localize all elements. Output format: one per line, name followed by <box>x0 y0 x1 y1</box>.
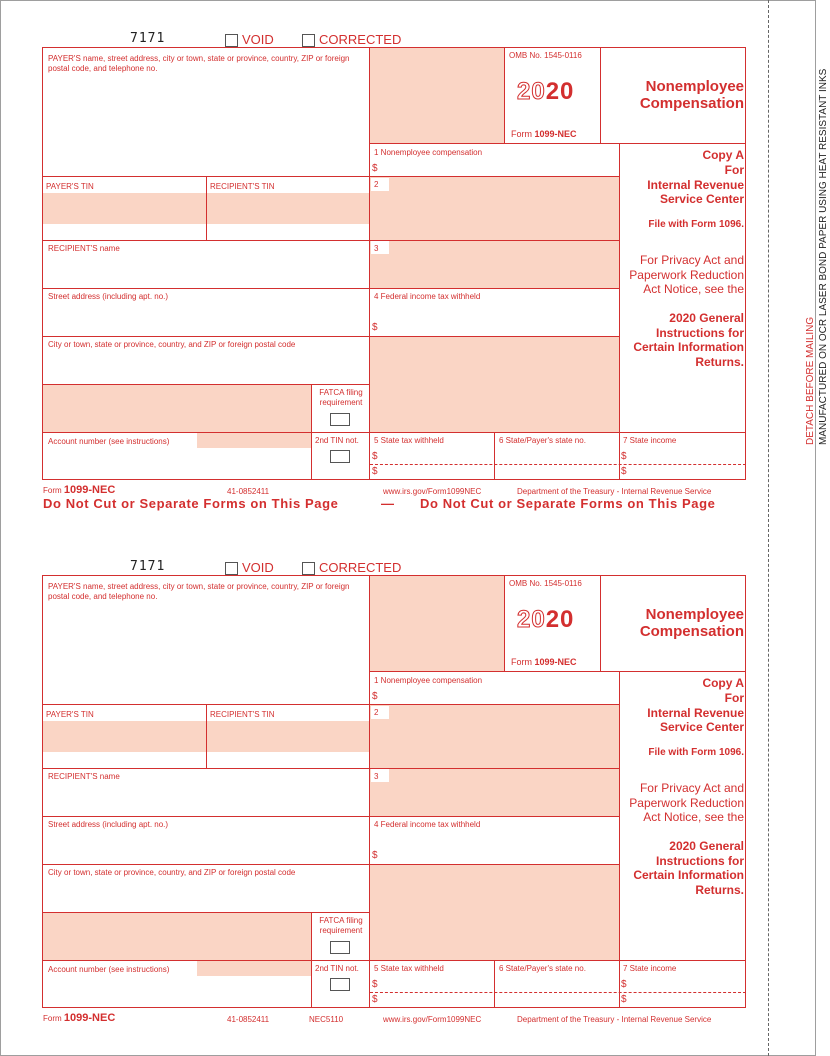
copy-a-label: Copy A <box>702 676 744 690</box>
street-label: Street address (including apt. no.) <box>48 292 169 301</box>
divider-h-3 <box>42 768 620 769</box>
box4-label: 4 Federal income tax withheld <box>374 820 481 829</box>
footer-url: www.irs.gov/Form1099NEC <box>383 1015 482 1024</box>
form-name-label: Form 1099-NEC <box>511 657 577 667</box>
box7-dollar-1: $ <box>621 979 627 990</box>
irs-center-label: Internal Revenue Service Center <box>647 706 744 734</box>
privacy-label: For Privacy Act and Paperwork Reduction Act Notice, see the <box>629 781 744 824</box>
omb-label: OMB No. 1545-0116 <box>509 579 582 588</box>
box7-label: 7 State income <box>623 964 677 973</box>
divider-v-tin <box>206 177 207 240</box>
second-tin-checkbox[interactable] <box>330 450 350 463</box>
recipient-name-label: RECIPIENT'S name <box>48 772 120 781</box>
second-tin-label: 2nd TIN not. <box>315 964 359 973</box>
divider-h-7 <box>42 960 746 961</box>
void-checkbox[interactable] <box>225 562 238 575</box>
notice-left: Do Not Cut or Separate Forms on This Page <box>43 496 339 511</box>
payer-tin-label: PAYER'S TIN <box>46 182 94 191</box>
form-code: 7171 <box>130 559 166 574</box>
corrected-checkbox[interactable] <box>302 562 315 575</box>
divider-h-5 <box>42 864 620 865</box>
street-label: Street address (including apt. no.) <box>48 820 169 829</box>
divider-v-year-right <box>600 47 601 143</box>
shade-box2 <box>370 705 619 768</box>
recipient-name-label: RECIPIENT'S name <box>48 244 120 253</box>
box1-dollar: $ <box>372 691 378 702</box>
box1-label: 1 Nonemployee compensation <box>374 148 483 157</box>
shade-box-lower <box>370 337 619 432</box>
box5-dollar-1: $ <box>372 451 378 462</box>
box4-label: 4 Federal income tax withheld <box>374 292 481 301</box>
void-checkbox[interactable] <box>225 34 238 47</box>
form-code: 7171 <box>130 31 166 46</box>
divider-v-omb <box>504 575 505 671</box>
divider-h-5 <box>42 336 620 337</box>
account-label: Account number (see instructions) <box>48 965 170 974</box>
divider-h-1 <box>369 671 746 672</box>
for-label: For <box>724 691 744 705</box>
privacy-bold-label: 2020 General Instructions for Certain Information Returns. <box>633 311 744 369</box>
divider-h-1 <box>369 143 746 144</box>
box5-label: 5 State tax withheld <box>374 436 444 445</box>
privacy-label: For Privacy Act and Paperwork Reduction Act Notice, see the <box>629 253 744 296</box>
form-name-label: Form 1099-NEC <box>511 129 577 139</box>
form-title: Nonemployee Compensation <box>639 78 744 112</box>
box7-dollar-2: $ <box>621 994 627 1005</box>
divider-v-main <box>369 47 370 480</box>
file-with-label: File with Form 1096. <box>648 219 744 230</box>
second-tin-label: 2nd TIN not. <box>315 436 359 445</box>
divider-v-state6 <box>494 432 495 480</box>
divider-v-omb <box>504 47 505 143</box>
divider-h-2 <box>42 176 620 177</box>
shade-fatca-left <box>43 385 311 432</box>
fatca-label: FATCA filing requirement <box>319 388 363 407</box>
footer-form: Form 1099-NEC <box>43 484 116 496</box>
notice-dash: — <box>381 496 395 511</box>
state-dashed-line <box>370 992 746 993</box>
box4-dollar: $ <box>372 850 378 861</box>
box7-label: 7 State income <box>623 436 677 445</box>
shade-year <box>370 48 504 143</box>
recipient-tin-label: RECIPIENT'S TIN <box>210 182 275 191</box>
city-label: City or town, state or province, country, and ZIP or foreign postal code <box>48 868 296 877</box>
footer-url: www.irs.gov/Form1099NEC <box>383 487 482 496</box>
account-label: Account number (see instructions) <box>48 437 170 446</box>
divider-v-state6 <box>494 960 495 1008</box>
void-label: VOID <box>242 32 274 47</box>
divider-h-3 <box>42 240 620 241</box>
divider-h-6 <box>42 912 370 913</box>
for-label: For <box>724 163 744 177</box>
irs-center-label: Internal Revenue Service Center <box>647 178 744 206</box>
shade-tin-right <box>207 721 369 752</box>
footer-dept: Department of the Treasury - Internal Revenue Service <box>517 487 712 496</box>
omb-label: OMB No. 1545-0116 <box>509 51 582 60</box>
form-title: Nonemployee Compensation <box>639 606 744 640</box>
divider-h-4 <box>42 288 620 289</box>
shade-box2 <box>370 177 619 240</box>
box5-label: 5 State tax withheld <box>374 964 444 973</box>
shade-tin-left <box>43 193 206 224</box>
box5-dollar-1: $ <box>372 979 378 990</box>
manufactured-text: MANUFACTURED ON OCR LASER BOND PAPER USING HEAT RESISTANT INKS <box>818 68 829 445</box>
void-label: VOID <box>242 560 274 575</box>
divider-h-2 <box>42 704 620 705</box>
footer-cat-number: 41-0852411 <box>227 487 270 496</box>
corrected-checkbox[interactable] <box>302 34 315 47</box>
box2-label: 2 <box>374 708 379 717</box>
recipient-tin-label: RECIPIENT'S TIN <box>210 710 275 719</box>
state-dashed-line <box>370 464 746 465</box>
box6-label: 6 State/Payer's state no. <box>499 964 586 973</box>
corrected-label: CORRECTED <box>319 560 402 575</box>
shade-box3 <box>370 769 619 816</box>
divider-v-year-right <box>600 575 601 671</box>
footer-dept: Department of the Treasury - Internal Revenue Service <box>517 1015 712 1024</box>
payer-label: PAYER'S name, street address, city or town, state or province, country, ZIP or foreign postal code, and telephone no. <box>48 582 350 601</box>
second-tin-checkbox[interactable] <box>330 978 350 991</box>
file-with-label: File with Form 1096. <box>648 747 744 758</box>
footer-code: NEC5110 <box>309 1015 344 1024</box>
shade-tin-right <box>207 193 369 224</box>
box7-dollar-1: $ <box>621 451 627 462</box>
city-label: City or town, state or province, country, and ZIP or foreign postal code <box>48 340 296 349</box>
shade-account <box>197 961 311 976</box>
box1-label: 1 Nonemployee compensation <box>374 676 483 685</box>
divider-v-main <box>369 575 370 1008</box>
year-label: 2020 <box>517 78 575 105</box>
fatca-label: FATCA filing requirement <box>319 916 363 935</box>
shade-fatca-left <box>43 913 311 960</box>
box5-dollar-2: $ <box>372 466 378 477</box>
privacy-bold-label: 2020 General Instructions for Certain Information Returns. <box>633 839 744 897</box>
shade-box-lower <box>370 865 619 960</box>
fatca-checkbox[interactable] <box>330 941 350 954</box>
notice-right: Do Not Cut or Separate Forms on This Page <box>420 496 716 511</box>
payer-label: PAYER'S name, street address, city or town, state or province, country, ZIP or foreign postal code, and telephone no. <box>48 54 350 73</box>
divider-h-4 <box>42 816 620 817</box>
year-label: 2020 <box>517 606 575 633</box>
divider-h-6 <box>42 384 370 385</box>
form-1099-nec-top <box>0 0 770 528</box>
shade-box3 <box>370 241 619 288</box>
copy-a-label: Copy A <box>702 148 744 162</box>
footer-form: Form 1099-NEC <box>43 1012 116 1024</box>
box3-label: 3 <box>374 772 379 781</box>
side-text <box>804 69 830 445</box>
shade-account <box>197 433 311 448</box>
box2-label: 2 <box>374 180 379 189</box>
payer-tin-label: PAYER'S TIN <box>46 710 94 719</box>
box7-dollar-2: $ <box>621 466 627 477</box>
corrected-label: CORRECTED <box>319 32 402 47</box>
shade-tin-left <box>43 721 206 752</box>
box5-dollar-2: $ <box>372 994 378 1005</box>
detach-text: DETACH BEFORE MAILING <box>805 316 816 445</box>
box4-dollar: $ <box>372 322 378 333</box>
box3-label: 3 <box>374 244 379 253</box>
divider-h-7 <box>42 432 746 433</box>
fatca-checkbox[interactable] <box>330 413 350 426</box>
box6-label: 6 State/Payer's state no. <box>499 436 586 445</box>
divider-v-tin <box>206 705 207 768</box>
box1-dollar: $ <box>372 163 378 174</box>
shade-year <box>370 576 504 671</box>
form-1099-nec-bottom <box>0 528 770 1056</box>
footer-cat-number: 41-0852411 <box>227 1015 270 1024</box>
